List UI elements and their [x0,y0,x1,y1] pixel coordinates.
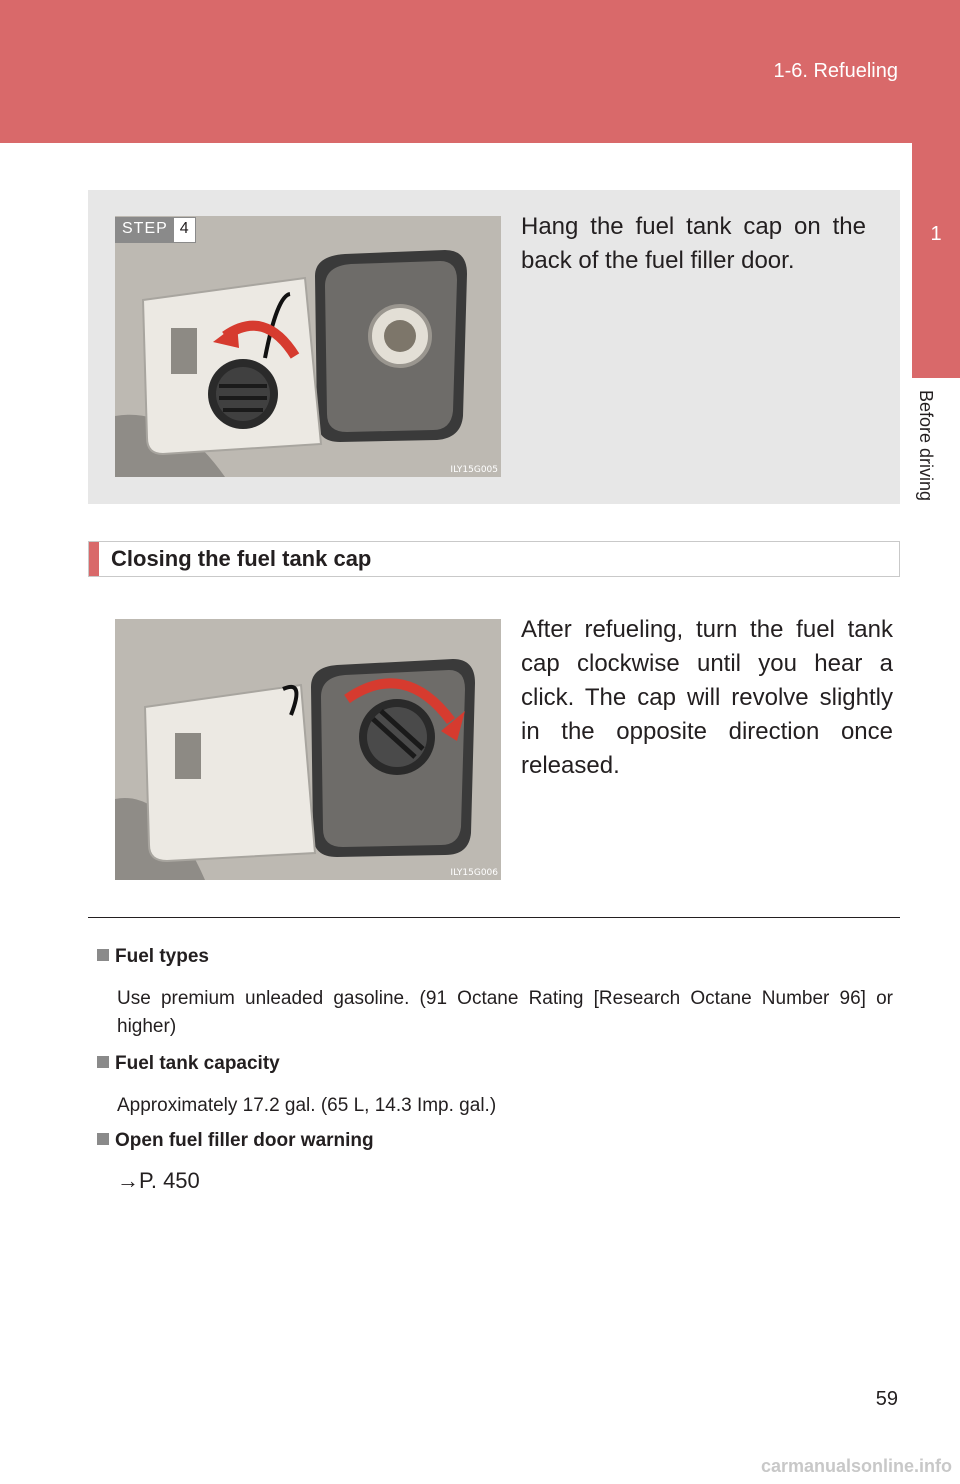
page-number: 59 [875,1388,898,1410]
section-title: 1-6. Refueling [773,60,898,82]
note-title-door-warning [97,1130,374,1152]
watermark-text: carmanualsonline.info [760,1456,952,1476]
step4-photo [115,216,501,477]
closing-heading-title: Closing the fuel tank cap [111,546,372,571]
chapter-label-container [912,390,960,540]
square-bullet-icon [97,1133,109,1145]
page-header [0,0,960,143]
note-title-fuel-types [97,946,209,968]
step-badge-word: STEP [116,218,174,242]
note-body-fuel-capacity: Approximately 17.2 gal. (65 L, 14.3 Imp. gal.) [117,1095,497,1116]
step-badge-number: 4 [174,218,195,242]
section-divider [88,917,900,918]
chapter-tab [912,143,960,378]
fuel-door-open-illustration [115,216,501,477]
square-bullet-icon [97,949,109,961]
note-title-fuel-capacity [97,1053,280,1075]
closing-text: After refueling, turn the fuel tank cap clockwise until you hear a click. The cap will revolve slightly in the opposite direction once released. [521,616,893,779]
step4-image-code: ILY15G005 [450,465,498,475]
closing-section-heading [88,541,900,577]
closing-photo [115,619,501,880]
note-title-text: Fuel types [115,946,209,967]
closing-image-code: ILY15G006 [450,868,498,878]
fuel-cap-closing-illustration [115,619,501,880]
note-body-door-warning-link[interactable]: →P. 450 [117,1168,200,1193]
heading-accent-mark [89,542,99,576]
note-title-text: Fuel tank capacity [115,1053,280,1074]
note-body-fuel-types: Use premium unleaded gasoline. (91 Octane Rating [Research Octane Number 96] or higher) [117,988,893,1037]
chapter-label: Before driving [916,390,936,502]
step-badge [115,217,196,243]
note-title-text: Open fuel filler door warning [115,1130,374,1151]
square-bullet-icon [97,1056,109,1068]
step4-text: Hang the fuel tank cap on the back of the fuel filler door. [521,213,866,274]
chapter-number: 1 [930,223,942,245]
